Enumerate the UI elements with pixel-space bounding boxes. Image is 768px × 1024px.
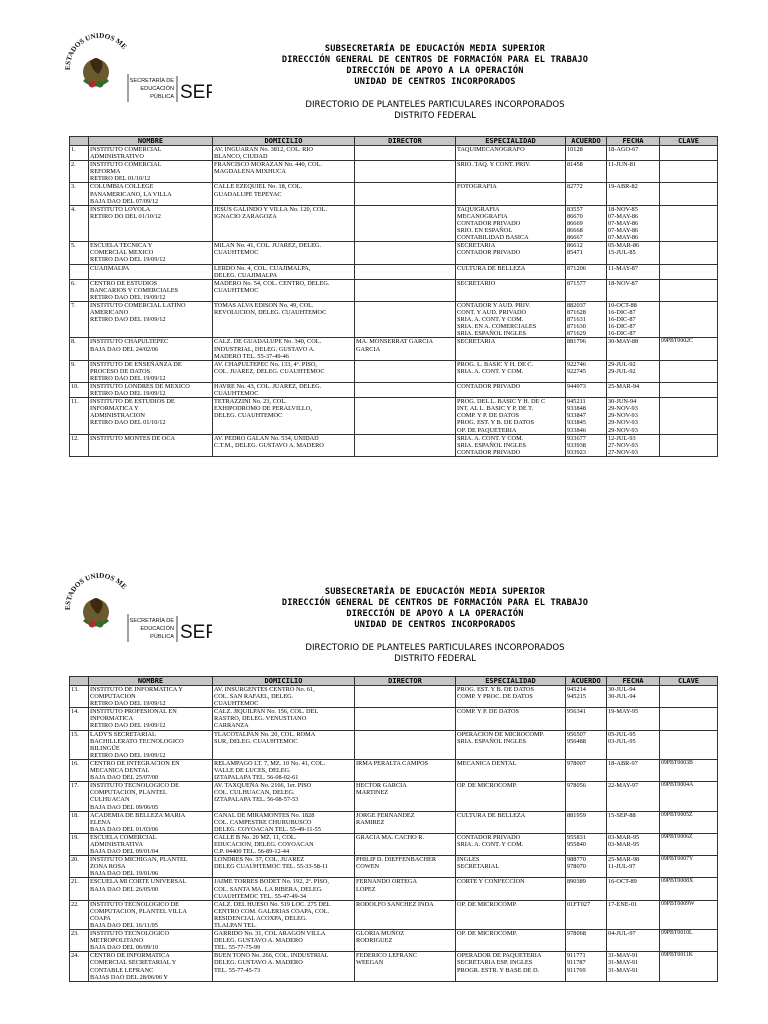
- col-domicilio-cell: CANAL DE MIRAMONTES No. 1828 COL. CAMPESTRE CHURUBUSCO DELEG. COYOACAN TEL. 55-49-11-55: [213, 811, 355, 833]
- col-nombre-cell: INSTITUTO DE ENSEÑANZA DE PROCESO DE DATOS RETIRO DAO DEL 19/09/12: [89, 360, 213, 382]
- col-clave-cell: [660, 183, 718, 205]
- col-especialidad-cell: SECRETARIA CONTADOR PRIVADO: [456, 242, 566, 264]
- col-especialidad-cell: SRIO. TAQ. Y CONT. PRIV.: [456, 161, 566, 183]
- col-especialidad-cell: CONTADOR PRIVADO SRIA. A. CONT. Y COM.: [456, 833, 566, 855]
- col-clave-cell: 09PBT0006Z: [660, 833, 718, 855]
- col-nombre-cell: CUAJIMALPA: [89, 264, 213, 279]
- col-acuerdo-cell: 82772: [566, 183, 607, 205]
- table-row: [70, 360, 718, 382]
- col-acuerdo-cell: 881796: [566, 338, 607, 360]
- table-row: [70, 434, 718, 456]
- svg-text:PÚBLICA: PÚBLICA: [150, 94, 174, 100]
- col-especialidad-cell: TAQUIMECANOGRAFO: [456, 146, 566, 161]
- col-director-cell: GLORIA MUÑOZ RODRIGUEZ: [355, 930, 456, 952]
- col-fecha-cell: 04-JUL-97: [607, 930, 660, 952]
- col-nombre-cell: ESCUELA COMERCIAL ADMINISTRATIVA BAJA DAO DEL 09/01/04: [89, 833, 213, 855]
- directory-subtitle: [215, 643, 655, 665]
- table-row: [70, 759, 718, 781]
- header-line-1: SUBSECRETARÍA DE EDUCACIÓN MEDIA SUPERIOR: [324, 44, 546, 54]
- col-director-cell: [355, 383, 456, 398]
- col-nombre-cell: INSTITUTO TECNOLOGICO DE COMPUTACION, PLANTEL CULHUACAN BAJA DAO DEL 09/06/05: [89, 782, 213, 811]
- col-nombre-cell: LADY'S SECRETARIAL BACHILLERATO TECNOLOGICO BILINGÜE RETIRO DAO DEL 19/09/12: [89, 730, 213, 759]
- col-domicilio-cell: TLACOTALPAN No. 20, COL. ROMA SUR, DELEG. CUAUHTEMOC: [213, 730, 355, 759]
- table-row: [70, 708, 718, 730]
- col-director-cell: RODOLFO SANCHEZ INDA: [355, 900, 456, 929]
- col-director-cell: PHILIP D. DIEFFENBACHER COWEN: [355, 856, 456, 878]
- col-num-cell: 12.: [70, 434, 89, 456]
- table-row: [70, 264, 718, 279]
- col-nombre-cell: INSTITUTO COMERCIAL REFORMA RETIRO DEL 01/10/12: [89, 161, 213, 183]
- col-director-cell: JORGE FERNANDEZ RAMIREZ: [355, 811, 456, 833]
- table-row: [70, 338, 718, 360]
- col-fecha-cell: 05-MAR-86 15-JUL-85: [607, 242, 660, 264]
- col-nombre-cell: INSTITUTO COMERCIAL LATINO AMERICANO RETIRO DAO DEL 19/09/12: [89, 301, 213, 337]
- col-clave-cell: 09PBT0003B: [660, 759, 718, 781]
- header-col-num: [70, 677, 89, 686]
- col-fecha-cell: 18-NOV-87: [607, 279, 660, 301]
- table-header-row: [70, 137, 718, 146]
- col-especialidad-cell: PROG. EST. Y B. DE DATOS COMP. Y PROC. DE DATOS: [456, 686, 566, 708]
- col-fecha-cell: 15-SEP-88: [607, 811, 660, 833]
- col-num-cell: [70, 264, 89, 279]
- col-fecha-cell: 30-JUL-94 30-JUL-94: [607, 686, 660, 708]
- col-director-cell: [355, 434, 456, 456]
- col-nombre-cell: COLUMBIA COLLEGE PANAMERICANO, LA VILLA BAJA DAO DEL 07/09/12: [89, 183, 213, 205]
- col-fecha-cell: 05-JUL-95 03-JUL-95: [607, 730, 660, 759]
- header-col-especialidad: ESPECIALIDAD: [456, 137, 566, 146]
- col-clave-cell: [660, 360, 718, 382]
- col-num-cell: 10.: [70, 383, 89, 398]
- table-row: [70, 878, 718, 900]
- header-col-acuerdo: ACUERDO: [566, 137, 607, 146]
- header-col-clave: CLAVE: [660, 137, 718, 146]
- col-acuerdo-cell: 988770 978070: [566, 856, 607, 878]
- col-director-cell: MA. MONSERRAT GARCIA GARCIA: [355, 338, 456, 360]
- sep-logo: [62, 572, 212, 644]
- col-director-cell: [355, 686, 456, 708]
- col-num-cell: 6.: [70, 279, 89, 301]
- table-header-row: [70, 677, 718, 686]
- col-num-cell: 9.: [70, 360, 89, 382]
- col-clave-cell: 09PBT0011K: [660, 952, 718, 981]
- col-clave-cell: [660, 242, 718, 264]
- col-num-cell: 2.: [70, 161, 89, 183]
- col-domicilio-cell: AV. CHAPULTEPEC No. 133, 4º. PISO, COL. JUAREZ, DELEG. CUAUHTEMOC: [213, 360, 355, 382]
- table-row: [70, 952, 718, 981]
- col-nombre-cell: INSTITUTO DE INFORMATICA Y COMPUTACION RETIRO DAO DEL 19/09/12: [89, 686, 213, 708]
- header-col-fecha: FECHA: [607, 677, 660, 686]
- header-col-acuerdo: ACUERDO: [566, 677, 607, 686]
- svg-text:EDUCACIÓN: EDUCACIÓN: [140, 626, 174, 632]
- header-line-1: SUBSECRETARÍA DE EDUCACIÓN MEDIA SUPERIOR: [324, 587, 546, 597]
- directory-region: DISTRITO FEDERAL: [394, 654, 476, 664]
- col-director-cell: HECTOR GARCIA MARTINEZ: [355, 782, 456, 811]
- col-num-cell: 24.: [70, 952, 89, 981]
- col-fecha-cell: 31-MAY-91 31-MAY-91 31-MAY-91: [607, 952, 660, 981]
- col-especialidad-cell: CONTADOR PRIVADO: [456, 383, 566, 398]
- col-especialidad-cell: SRIA. A. CONT. Y COM. SRIA. ESPAÑOL INGLES CONTADOR PRIVADO: [456, 434, 566, 456]
- col-nombre-cell: INSTITUTO CHAPULTEPEC BAJA DAO DEL 24/02/06: [89, 338, 213, 360]
- col-nombre-cell: INSTITUTO DE ESTUDIOS DE INFORMATICA Y ADMINISTRACION RETIRO DAO DEL 01/10/12: [89, 398, 213, 434]
- table-body: [70, 686, 718, 982]
- directory-title: DIRECTORIO DE PLANTELES PARTICULARES INCORPORADOS: [305, 643, 565, 653]
- col-especialidad-cell: COMP. Y P. DE DATOS: [456, 708, 566, 730]
- col-fecha-cell: 25-MAR-94: [607, 383, 660, 398]
- table-row: [70, 900, 718, 929]
- col-num-cell: 13.: [70, 686, 89, 708]
- col-domicilio-cell: TOMAS ALVA EDISON No. 49, COL. REVOLUCION, DELEG. CUAUHTEMOC: [213, 301, 355, 337]
- table-body: [70, 146, 718, 457]
- col-clave-cell: [660, 398, 718, 434]
- col-domicilio-cell: TETRAZZINI No. 23, COL. EXHIPODROMO DE PERALVILLO, DELEG. CUAUHTEMOC: [213, 398, 355, 434]
- mexican-seal-icon: [62, 32, 212, 104]
- col-acuerdo-cell: 955831 955840: [566, 833, 607, 855]
- header-line-3: DIRECCIÓN DE APOYO A LA OPERACIÓN: [346, 66, 524, 76]
- col-director-cell: [355, 708, 456, 730]
- col-director-cell: [355, 398, 456, 434]
- col-domicilio-cell: JESUS GALINDO Y VILLA No. 120, COL. IGNACIO ZARAGOZA: [213, 205, 355, 241]
- directory-region: DISTRITO FEDERAL: [394, 111, 476, 121]
- svg-text:SECRETARÍA DE: SECRETARÍA DE: [129, 618, 174, 624]
- col-acuerdo-cell: 956507 956488: [566, 730, 607, 759]
- col-nombre-cell: INSTITUTO TECNOLOGICO DE COMPUTACION, PLANTEL VILLA COAPA BAJA DAO DEL 16/11/05: [89, 900, 213, 929]
- col-clave-cell: 09PBT0010L: [660, 930, 718, 952]
- col-acuerdo-cell: 871577: [566, 279, 607, 301]
- col-domicilio-cell: AV. PEDRO GALAN No. 534, UNIDAD C.T.M., DELEG. GUSTAVO A. MADERO: [213, 434, 355, 456]
- col-acuerdo-cell: 882037 871628 871631 871630 871629: [566, 301, 607, 337]
- col-nombre-cell: ACADEMIA DE BELLEZA MARIA ELENA BAJA DAO DEL 01/03/06: [89, 811, 213, 833]
- header-col-nombre: NOMBRE: [89, 677, 213, 686]
- col-fecha-cell: 18-ABR-97: [607, 759, 660, 781]
- col-especialidad-cell: TAQUIGRAFIA MECANOGRAFIA CONTADOR PRIVADO SRIO. EN ESPAÑOL CONTABILIDAD BASICA: [456, 205, 566, 241]
- col-especialidad-cell: FOTOGRAFIA: [456, 183, 566, 205]
- col-acuerdo-cell: 01FT027: [566, 900, 607, 929]
- col-domicilio-cell: AV. INGUARAN No. 3812, COL. RIO BLANCO, CIUDAD: [213, 146, 355, 161]
- header-col-nombre: NOMBRE: [89, 137, 213, 146]
- col-director-cell: [355, 146, 456, 161]
- col-domicilio-cell: CALLE B No. 20 MZ. 11, COL. EDUCACION, DELEG. COYOACAN C.P. 04400 TEL. 56-89-12-44: [213, 833, 355, 855]
- col-num-cell: 22.: [70, 900, 89, 929]
- col-especialidad-cell: CORTE Y CONFECCION: [456, 878, 566, 900]
- col-clave-cell: [660, 686, 718, 708]
- header-line-2: DIRECCIÓN GENERAL DE CENTROS DE FORMACIÓN PARA EL TRABAJO: [281, 55, 589, 65]
- col-fecha-cell: 03-MAR-95 03-MAR-95: [607, 833, 660, 855]
- col-domicilio-cell: MILAN No. 41, COL. JUAREZ, DELEG. CUAUHTEMOC: [213, 242, 355, 264]
- col-clave-cell: [660, 161, 718, 183]
- col-acuerdo-cell: 86612 85471: [566, 242, 607, 264]
- col-director-cell: [355, 161, 456, 183]
- col-acuerdo-cell: 978056: [566, 782, 607, 811]
- col-nombre-cell: INSTITUTO MICHIGAN, PLANTEL ZONA ROSA BAJA DAO DEL 19/01/06: [89, 856, 213, 878]
- col-num-cell: 1.: [70, 146, 89, 161]
- svg-text:SECRETARÍA DE: SECRETARÍA DE: [129, 78, 174, 84]
- agency-header: [215, 44, 655, 88]
- col-fecha-cell: 30-MAY-88: [607, 338, 660, 360]
- col-num-cell: 17.: [70, 782, 89, 811]
- col-num-cell: 20.: [70, 856, 89, 878]
- directory-subtitle: [215, 100, 655, 122]
- col-clave-cell: [660, 301, 718, 337]
- col-fecha-cell: 17-ENE-01: [607, 900, 660, 929]
- col-clave-cell: [660, 264, 718, 279]
- col-fecha-cell: 30-JUN-94 29-NOV-93 29-NOV-93 29-NOV-93 29-NOV-93: [607, 398, 660, 434]
- col-acuerdo-cell: 933677 933938 933923: [566, 434, 607, 456]
- mexican-seal-icon: [62, 572, 212, 644]
- table-row: [70, 782, 718, 811]
- col-nombre-cell: INSTITUTO MONTES DE OCA: [89, 434, 213, 456]
- col-clave-cell: [660, 434, 718, 456]
- header-col-num: [70, 137, 89, 146]
- col-num-cell: 5.: [70, 242, 89, 264]
- col-fecha-cell: 19-ABR-82: [607, 183, 660, 205]
- table-row: [70, 811, 718, 833]
- col-num-cell: 21.: [70, 878, 89, 900]
- directory-table: [69, 136, 718, 457]
- col-clave-cell: [660, 730, 718, 759]
- col-director-cell: [355, 205, 456, 241]
- col-domicilio-cell: MADERO No. 54, COL. CENTRO, DELEG. CUAUHTEMOC: [213, 279, 355, 301]
- col-especialidad-cell: SECRETARIA: [456, 338, 566, 360]
- col-acuerdo-cell: 956341: [566, 708, 607, 730]
- header-line-4: UNIDAD DE CENTROS INCORPORADOS: [354, 77, 516, 87]
- header-col-domicilio: DOMICILIO: [213, 137, 355, 146]
- col-director-cell: [355, 183, 456, 205]
- col-domicilio-cell: HAVRE No. 43, COL. JUAREZ, DELEG. CUAUHTEMOC: [213, 383, 355, 398]
- col-director-cell: FEDERICO LEFRANC WEEGAN: [355, 952, 456, 981]
- col-domicilio-cell: AV. TAXQUEÑA No. 2166, 1er. PISO COL. CULHUACAN, DELEG. IZTAPALAPA TEL. 56-08-57-53: [213, 782, 355, 811]
- col-domicilio-cell: BUEN TONO No. 266, COL. INDUSTRIAL DELEG. GUSTAVO A. MADERO TEL. 55-77-45-73: [213, 952, 355, 981]
- table-row: [70, 161, 718, 183]
- header-line-4: UNIDAD DE CENTROS INCORPORADOS: [354, 620, 516, 630]
- col-clave-cell: 09PBT0009W: [660, 900, 718, 929]
- col-acuerdo-cell: 944973: [566, 383, 607, 398]
- col-especialidad-cell: INGLES SECRETARIAL: [456, 856, 566, 878]
- col-fecha-cell: 11-JUN-81: [607, 161, 660, 183]
- table-row: [70, 686, 718, 708]
- col-director-cell: [355, 242, 456, 264]
- table-row: [70, 833, 718, 855]
- col-director-cell: [355, 360, 456, 382]
- col-nombre-cell: INSTITUTO LONDRES DE MEXICO RETIRO DAO DEL 19/09/12: [89, 383, 213, 398]
- col-clave-cell: 09PBT0007Y: [660, 856, 718, 878]
- col-fecha-cell: 12-JUL-93 27-NOV-93 27-NOV-93: [607, 434, 660, 456]
- col-domicilio-cell: LONDRES No. 37, COL. JUAREZ DELEG CUAUHTEMOC TEL. 55-33-58-11: [213, 856, 355, 878]
- col-nombre-cell: INSTITUTO LOYOLA RETIRO DO DEL 01/10/12: [89, 205, 213, 241]
- col-especialidad-cell: OP. DE MICROCOMP.: [456, 782, 566, 811]
- svg-text:SEP: SEP: [180, 622, 212, 643]
- header-line-2: DIRECCIÓN GENERAL DE CENTROS DE FORMACIÓN PARA EL TRABAJO: [281, 598, 589, 608]
- col-num-cell: 3.: [70, 183, 89, 205]
- header-col-director: DIRECTOR: [355, 137, 456, 146]
- col-acuerdo-cell: 83557 86670 86669 86668 86667: [566, 205, 607, 241]
- sep-logo: [62, 32, 212, 104]
- col-nombre-cell: INSTITUTO COMERCIAL ADMINISTRATIVO: [89, 146, 213, 161]
- col-especialidad-cell: OPERACION DE MICROCOMP. SRIA. ESPAÑOL INGLES: [456, 730, 566, 759]
- col-nombre-cell: ESCUELA MI CORTE UNIVERSAL BAJA DAO DEL 26/05/00: [89, 878, 213, 900]
- col-nombre-cell: CENTRO DE ESTUDIOS BANCARIOS Y COMERCIALES RETIRO DAO DEL 19/09/12: [89, 279, 213, 301]
- col-fecha-cell: 29-JUL-92 29-JUL-92: [607, 360, 660, 382]
- col-clave-cell: [660, 279, 718, 301]
- col-acuerdo-cell: 81458: [566, 161, 607, 183]
- col-especialidad-cell: PROG. DEL L. BASIC Y H. DE C INT. AL L. BASIC Y P. DE T. COMP. Y P. DE DATOS PROG. EST. Y B. DE DATOS OP. DE PAQUETERIA: [456, 398, 566, 434]
- table-row: [70, 301, 718, 337]
- col-clave-cell: 09PBT0008X: [660, 878, 718, 900]
- directory-table: [69, 676, 718, 982]
- col-director-cell: [355, 301, 456, 337]
- col-num-cell: 7.: [70, 301, 89, 337]
- col-acuerdo-cell: 978068: [566, 930, 607, 952]
- svg-text:ESTADOS UNIDOS MEXICANOS: ESTADOS UNIDOS ME: [63, 572, 129, 611]
- col-domicilio-cell: FRANCISCO MORAZAN No. 440, COL. MAGDALENA MIXHUCA: [213, 161, 355, 183]
- col-domicilio-cell: GARRIDO No. 31, COL ARAGON VILLA DELEG. GUSTAVO A. MADERO TEL. 55-77-75-99: [213, 930, 355, 952]
- col-num-cell: 14.: [70, 708, 89, 730]
- col-fecha-cell: 16-OCT-89: [607, 878, 660, 900]
- table-row: [70, 205, 718, 241]
- col-fecha-cell: 25-MAR-98 11-JUL-97: [607, 856, 660, 878]
- directory-title: DIRECTORIO DE PLANTELES PARTICULARES INCORPORADOS: [305, 100, 565, 110]
- col-nombre-cell: INSTITUTO PROFESIONAL EN INFORMATICA RETIRO DAO DEL 19/09/12: [89, 708, 213, 730]
- col-nombre-cell: INSTITUTO TECNOLOGICO METROPOLITANO BAJA DAO DEL 06/09/10: [89, 930, 213, 952]
- svg-text:EDUCACIÓN: EDUCACIÓN: [140, 86, 174, 92]
- col-domicilio-cell: RELAMPAGO LT. 7, MZ. 10 No. 41, COL. VALLE DE LUCES, DELEG. IZTAPALAPA TEL. 56-08-02-61: [213, 759, 355, 781]
- col-clave-cell: 09PBT0004A: [660, 782, 718, 811]
- col-num-cell: 23.: [70, 930, 89, 952]
- col-num-cell: 18.: [70, 811, 89, 833]
- col-fecha-cell: 19-MAY-95: [607, 708, 660, 730]
- col-director-cell: IRMA PERALTA CAMPOS: [355, 759, 456, 781]
- col-num-cell: 16.: [70, 759, 89, 781]
- col-num-cell: 11.: [70, 398, 89, 434]
- col-clave-cell: [660, 205, 718, 241]
- col-nombre-cell: ESCUELA TECNICA Y COMERCIAL MEXICO RETIRO DAO DEL 19/09/12: [89, 242, 213, 264]
- col-domicilio-cell: LERDO No. 4, COL. CUAJIMALPA, DELEG. CUAJIMALPA: [213, 264, 355, 279]
- col-domicilio-cell: CALZ. DEL HUESO No. 519 LOC. 275 DEL CENTRO COM. GALERIAS COAPA, COL. RESIDENCIAL ACOXPA, DELEG. TLALPAN TEL.: [213, 900, 355, 929]
- col-domicilio-cell: CALLE EZEQUIEL No. 18, COL. GUADALUPE TEPEYAC: [213, 183, 355, 205]
- col-director-cell: [355, 279, 456, 301]
- table-row: [70, 183, 718, 205]
- col-acuerdo-cell: 911771 911787 911769: [566, 952, 607, 981]
- col-clave-cell: 09PBT0002C: [660, 338, 718, 360]
- col-acuerdo-cell: 978007: [566, 759, 607, 781]
- col-especialidad-cell: CONTADOR Y AUD. PRIV. CONT. Y AUD. PRIVADO SRIA. A. CONT. Y COM. SRIA. EN A. COMERCIALES SRIA. ESPAÑOL INGLES: [456, 301, 566, 337]
- table-row: [70, 279, 718, 301]
- table-row: [70, 730, 718, 759]
- table-row: [70, 930, 718, 952]
- svg-text:ESTADOS UNIDOS MEXICANOS: ESTADOS UNIDOS ME: [63, 32, 129, 71]
- col-acuerdo-cell: 890389: [566, 878, 607, 900]
- col-num-cell: 8.: [70, 338, 89, 360]
- col-especialidad-cell: CULTURA DE BELLEZA: [456, 811, 566, 833]
- col-nombre-cell: CENTRO DE INTEGRACION EN MECANICA DENTAL BAJA DAO DEL 25/07/00: [89, 759, 213, 781]
- table-row: [70, 383, 718, 398]
- col-domicilio-cell: JAIME TORRES BODET No. 192, 2º. PISO, COL. SANTA MA. LA RIBERA, DELEG. CUAUHTEMOC TEL. 55-47-49-34: [213, 878, 355, 900]
- col-especialidad-cell: OP. DE MICROCOMP.: [456, 930, 566, 952]
- col-clave-cell: [660, 146, 718, 161]
- col-fecha-cell: 11-MAY-87: [607, 264, 660, 279]
- header-col-clave: CLAVE: [660, 677, 718, 686]
- col-domicilio-cell: CALZ. DE GUADALUPE No. 340, COL. INDUSTRIAL, DELEG. GUSTAVO A. MADERO TEL. 55-37-49-46: [213, 338, 355, 360]
- col-especialidad-cell: SECRETARIO: [456, 279, 566, 301]
- col-fecha-cell: 22-MAY-97: [607, 782, 660, 811]
- header-col-director: DIRECTOR: [355, 677, 456, 686]
- col-acuerdo-cell: 945211 933848 933847 933845 933846: [566, 398, 607, 434]
- col-domicilio-cell: AV. INSURGENTES CENTRO No. 61, COL. SAN RAFAEL, DELEG. CUAUHTEMOC: [213, 686, 355, 708]
- col-fecha-cell: 18-AGO-67: [607, 146, 660, 161]
- col-domicilio-cell: CALZ. JIQUILPAN No. 156, COL. DEL RASTRO, DELEG. VENUSTIANO CARRANZA: [213, 708, 355, 730]
- col-num-cell: 15.: [70, 730, 89, 759]
- header-col-domicilio: DOMICILIO: [213, 677, 355, 686]
- table-row: [70, 146, 718, 161]
- col-especialidad-cell: CULTURA DE BELLEZA: [456, 264, 566, 279]
- col-acuerdo-cell: 871206: [566, 264, 607, 279]
- col-clave-cell: [660, 383, 718, 398]
- col-nombre-cell: CENTRO DE INFORMATICA COMERCIAL SECRETARIAL Y CONTABLE LEFRANC BAJAS DAO DEL 28/06/06 Y: [89, 952, 213, 981]
- col-director-cell: [355, 730, 456, 759]
- col-acuerdo-cell: 881959: [566, 811, 607, 833]
- svg-text:SEP: SEP: [180, 82, 212, 103]
- col-num-cell: 19.: [70, 833, 89, 855]
- agency-header: [215, 587, 655, 631]
- col-acuerdo-cell: 922746 922745: [566, 360, 607, 382]
- col-num-cell: 4.: [70, 205, 89, 241]
- col-especialidad-cell: MECANICA DENTAL: [456, 759, 566, 781]
- header-col-fecha: FECHA: [607, 137, 660, 146]
- col-especialidad-cell: OP. DE MICROCOMP.: [456, 900, 566, 929]
- col-especialidad-cell: PROG. L. BASIC Y H. DE C. SRIA. A. CONT. Y COM.: [456, 360, 566, 382]
- col-acuerdo-cell: 10128: [566, 146, 607, 161]
- col-clave-cell: 09PBT0005Z: [660, 811, 718, 833]
- table-row: [70, 242, 718, 264]
- col-director-cell: FERNANDO ORTEGA LOPEZ: [355, 878, 456, 900]
- table-row: [70, 398, 718, 434]
- header-line-3: DIRECCIÓN DE APOYO A LA OPERACIÓN: [346, 609, 524, 619]
- col-director-cell: [355, 264, 456, 279]
- svg-text:PÚBLICA: PÚBLICA: [150, 634, 174, 640]
- header-col-especialidad: ESPECIALIDAD: [456, 677, 566, 686]
- col-especialidad-cell: OPERADOR DE PAQUETERIA SECRETARIA ESP. INGLES PROGR. ESTR. Y BASE DE D.: [456, 952, 566, 981]
- col-fecha-cell: 10-OCT-88 16-DIC-87 16-DIC-87 16-DIC-87 16-DIC-87: [607, 301, 660, 337]
- table-row: [70, 856, 718, 878]
- col-fecha-cell: 18-NOV-85 07-MAY-86 07-MAY-86 07-MAY-86 07-MAY-86: [607, 205, 660, 241]
- col-director-cell: GRACIA MA. CACHO R.: [355, 833, 456, 855]
- col-clave-cell: [660, 708, 718, 730]
- col-acuerdo-cell: 945214 945215: [566, 686, 607, 708]
